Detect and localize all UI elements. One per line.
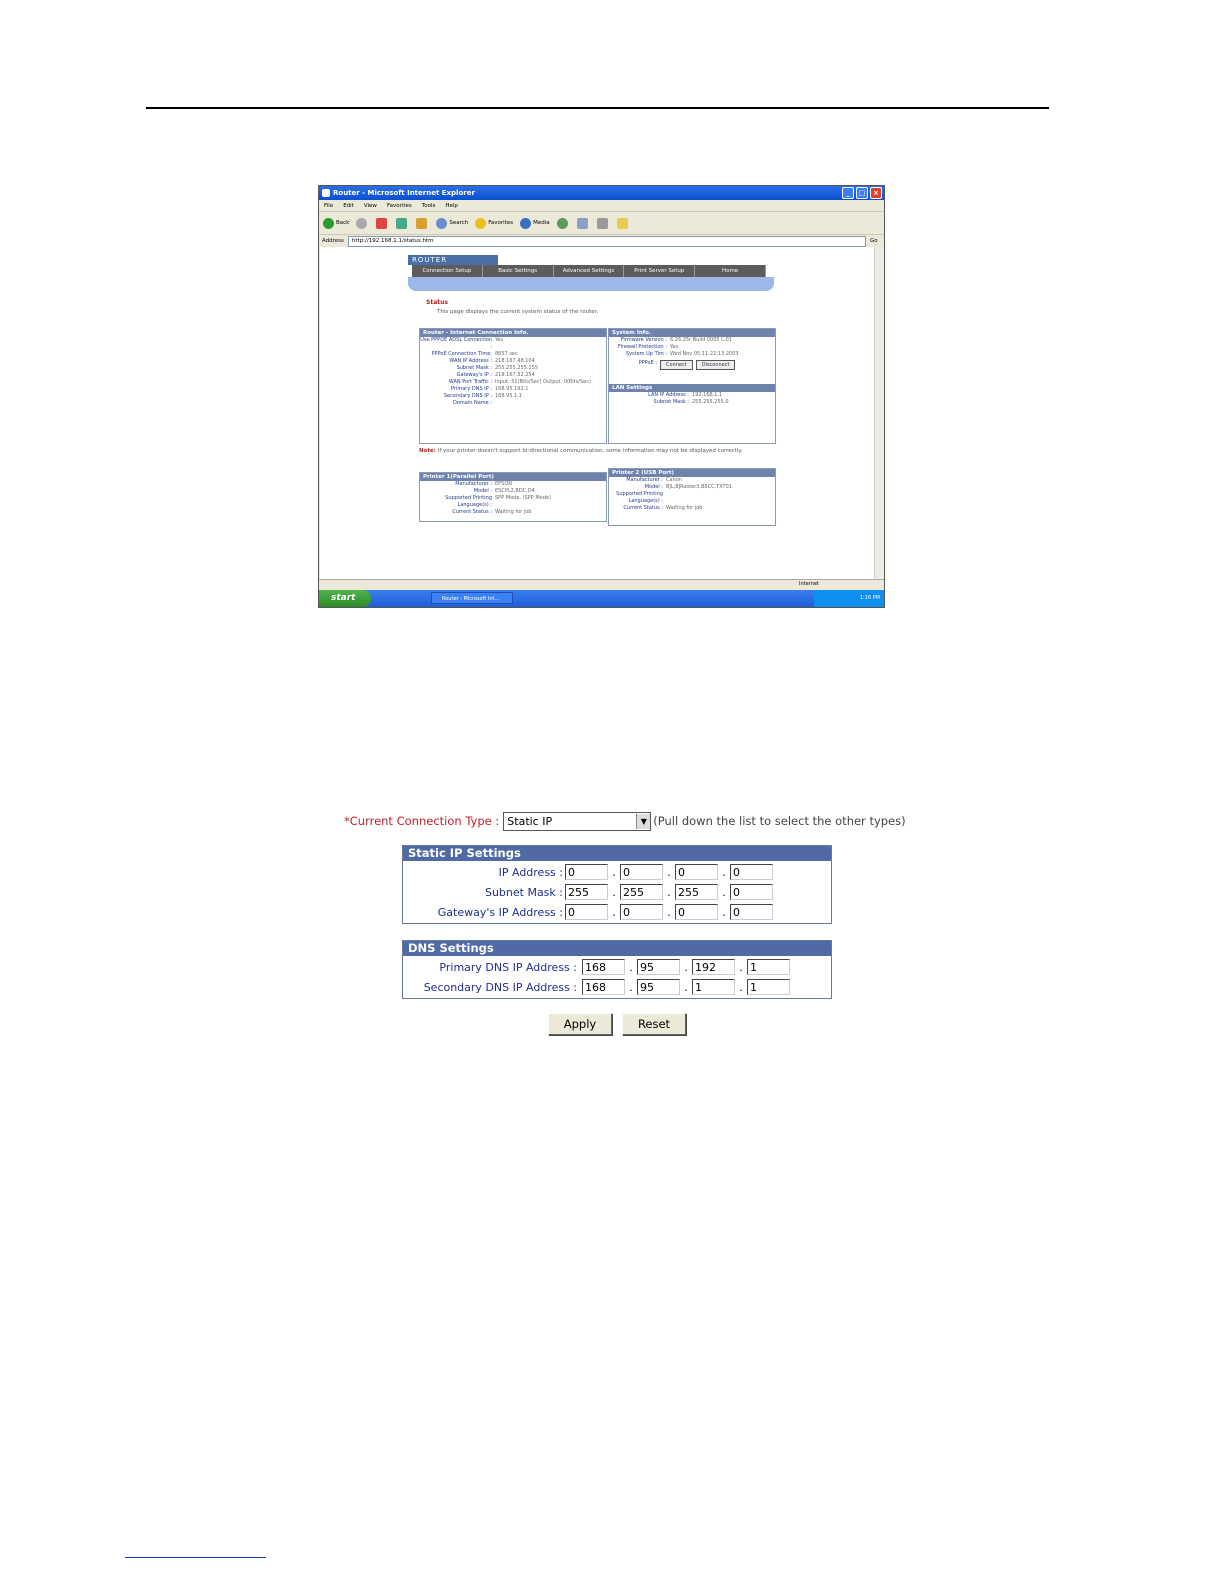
apply-button[interactable]: Apply (548, 1013, 612, 1035)
favorites-button[interactable] (475, 218, 513, 229)
connection-type-label: *Current Connection Type : (344, 814, 500, 828)
stop-button[interactable] (376, 218, 389, 229)
search-icon (436, 218, 447, 229)
secondary-dns-octet-4[interactable]: 1 (747, 979, 790, 995)
gateway-ip-octet-4[interactable]: 0 (730, 904, 773, 920)
browser-window (318, 185, 885, 608)
history-button[interactable] (557, 218, 570, 229)
panel-title: Printer 2 (USB Port) (609, 469, 775, 477)
info-value: Yes (670, 344, 679, 350)
reset-button[interactable]: Reset (622, 1013, 686, 1035)
ip-address-label: IP Address : (498, 865, 563, 879)
start-button[interactable]: start (319, 590, 371, 607)
folder-icon (617, 218, 628, 229)
back-button[interactable] (323, 218, 349, 229)
octet-separator: . (667, 865, 671, 879)
refresh-button[interactable] (396, 218, 409, 229)
media-button[interactable] (520, 218, 550, 229)
primary-dns-octet-1[interactable]: 168 (582, 959, 625, 975)
menu-edit[interactable]: Edit (343, 202, 354, 209)
secondary-dns-octet-2[interactable]: 95 (637, 979, 680, 995)
address-bar (319, 235, 884, 247)
stop-icon (376, 218, 387, 229)
info-label: Supported Printing Language(s) : (445, 495, 492, 508)
connection-type-row (344, 811, 906, 831)
printer1-panel (419, 472, 607, 522)
internet-info-panel (419, 328, 607, 444)
secondary-dns-octet-1[interactable]: 168 (582, 979, 625, 995)
menu-help[interactable]: Help (445, 202, 458, 209)
info-label: Model : (644, 484, 663, 490)
gateway-ip-octet-1[interactable]: 0 (565, 904, 608, 920)
info-label: LAN IP Address : (648, 392, 689, 398)
home-icon (416, 218, 427, 229)
info-value: 218.167.48.104 (495, 358, 535, 364)
ip-address-octet-3[interactable]: 0 (675, 864, 718, 880)
minimize-button[interactable]: _ (842, 187, 854, 199)
info-label: Manufacturer : (626, 477, 663, 483)
menu-bar (319, 200, 884, 212)
info-value: 168.95.1.1 (495, 393, 523, 399)
window-title: Router - Microsoft Internet Explorer (333, 189, 475, 197)
maximize-button[interactable]: □ (856, 187, 868, 199)
info-value: 255.255.255.0 (692, 399, 729, 405)
zone-label: Internet (799, 581, 819, 587)
info-label: Manufacturer : (455, 481, 492, 487)
status-title: Status (426, 299, 448, 306)
secondary-dns-label: Secondary DNS IP Address : (423, 980, 577, 994)
ie-icon (322, 189, 330, 197)
primary-dns-octet-2[interactable]: 95 (637, 959, 680, 975)
note-text: If your printer doesn't support bi-directional communication, some information may not be displayed correctly. (437, 448, 743, 454)
subnet-mask-octet-4[interactable]: 0 (730, 884, 773, 900)
close-button[interactable]: × (870, 187, 882, 199)
menu-file[interactable]: File (324, 202, 334, 209)
nav-tabs (412, 265, 766, 277)
ip-address-octet-2[interactable]: 0 (620, 864, 663, 880)
mail-icon (577, 218, 588, 229)
chevron-down-icon[interactable]: ▼ (636, 814, 650, 829)
subnet-mask-octet-2[interactable]: 255 (620, 884, 663, 900)
tab-home[interactable]: Home (695, 265, 766, 277)
subnet-mask-octet-3[interactable]: 255 (675, 884, 718, 900)
taskbar (319, 590, 884, 607)
history-icon (557, 218, 568, 229)
router-banner (408, 255, 768, 293)
octet-separator: . (667, 885, 671, 899)
info-value: SPP Mode, (SPP Mode) (495, 495, 551, 501)
info-value (663, 491, 666, 505)
media-label: Media (533, 220, 550, 226)
info-value: Wed Nov 05 11:22:13 2003 (670, 351, 739, 357)
info-label: Use PPPOE ADSL Connection : (420, 337, 492, 350)
octet-separator: . (739, 960, 743, 974)
connection-type-hint: (Pull down the list to select the other types) (653, 814, 906, 828)
octet-separator: . (612, 905, 616, 919)
go-button[interactable]: Go (870, 238, 878, 244)
primary-dns-octet-3[interactable]: 192 (692, 959, 735, 975)
favorites-label: Favorites (488, 220, 514, 226)
primary-dns-octet-4[interactable]: 1 (747, 959, 790, 975)
info-value: Input: 51(Bits/Sec) Output: 0(Bits/Sec) (495, 379, 591, 385)
octet-separator: . (722, 905, 726, 919)
info-label: Model : (473, 488, 492, 494)
info-value: Waiting for job (495, 509, 532, 515)
static-ip-panel (402, 845, 832, 924)
media-icon (520, 218, 531, 229)
lan-title: LAN Settings (609, 384, 775, 392)
address-label: Address (322, 238, 344, 244)
search-button[interactable] (436, 218, 468, 229)
address-input[interactable]: http://192.168.1.1/status.htm (348, 236, 866, 247)
gateway-ip-label: Gateway's IP Address : (437, 905, 563, 919)
info-label: Supported Printing Language(s) : (616, 491, 663, 504)
system-info-panel (608, 328, 776, 444)
info-value: BJL,BJRaster3,BSCC,TXT01 (666, 484, 732, 490)
octet-separator: . (722, 885, 726, 899)
octet-separator: . (684, 980, 688, 994)
status-bar (319, 579, 884, 590)
octet-separator: . (612, 865, 616, 879)
back-label: Back (336, 220, 350, 226)
info-value: EPSON (495, 481, 513, 487)
info-value: ESCPL2,BDC,D4 (495, 488, 535, 494)
tab-print-server-setup[interactable]: Print Server Setup (624, 265, 695, 277)
info-value: 192.168.1.1 (692, 392, 723, 398)
menu-view[interactable]: View (363, 202, 377, 209)
info-label: System Up Tim : (625, 351, 667, 357)
dns-settings-panel (402, 940, 832, 999)
info-label: Subnet Mask : (456, 365, 492, 371)
info-label: WAN Port Traffic : (448, 379, 492, 385)
printer2-panel (608, 468, 776, 526)
info-value: 218.167.32.254 (495, 372, 535, 378)
mail-button[interactable] (577, 218, 590, 229)
ip-address-octet-4[interactable]: 0 (730, 864, 773, 880)
print-icon (597, 218, 608, 229)
note-label: Note: (419, 448, 436, 454)
subnet-mask-octet-1[interactable]: 255 (565, 884, 608, 900)
info-label: Subnet Mask : (653, 399, 689, 405)
info-value: 255.255.255.255 (495, 365, 538, 371)
octet-separator: . (629, 960, 633, 974)
banner-curve (408, 277, 774, 291)
info-value: Waiting for job (666, 505, 703, 511)
tab-advanced-settings[interactable]: Advanced Settings (554, 265, 625, 277)
octet-separator: . (612, 885, 616, 899)
static-ip-title: Static IP Settings (403, 846, 831, 861)
refresh-icon (396, 218, 407, 229)
tab-connection-setup[interactable]: Connection Setup (412, 265, 483, 277)
octet-separator: . (684, 960, 688, 974)
top-rule (146, 107, 1049, 109)
subnet-mask-label: Subnet Mask : (484, 885, 563, 899)
taskbar-item-router[interactable]: Router - Microsoft Int... (431, 592, 513, 604)
info-value: Yes (495, 337, 504, 343)
info-value: 6.26.25r Build 0005 L:01 (670, 337, 733, 343)
panel-title: System Info. (609, 329, 775, 337)
info-label: PPPoE Connection Time: (431, 351, 492, 357)
footer-link-underline (125, 1557, 266, 1558)
panel-title: Printer 1(Parallel Port) (420, 473, 606, 481)
folder-button[interactable] (617, 218, 630, 229)
info-label: Primary DNS IP : (450, 386, 492, 392)
menu-tools[interactable]: Tools (421, 202, 436, 209)
info-label: Domain Name : (452, 400, 492, 406)
info-value: 168.95.192.1 (495, 386, 529, 392)
search-label: Search (449, 220, 469, 226)
panel-title: Router - Internet Connection Info. (420, 329, 606, 337)
disconnect-button[interactable]: Disconnect (696, 360, 736, 370)
octet-separator: . (722, 865, 726, 879)
printer-note (419, 448, 759, 454)
page-content (320, 247, 874, 579)
primary-dns-label: Primary DNS IP Address : (439, 960, 577, 974)
title-bar (319, 186, 884, 200)
octet-separator: . (739, 980, 743, 994)
octet-separator: . (629, 980, 633, 994)
menu-favorites[interactable]: Favorites (386, 202, 412, 209)
pppoe-label: PPPoE : (638, 360, 657, 366)
octet-separator: . (667, 905, 671, 919)
info-label: Firmware Version : (620, 337, 667, 343)
status-description: This page displays the current system status of the router. (437, 309, 599, 315)
router-logo: ROUTER (408, 255, 498, 265)
connect-button[interactable]: Connect (660, 360, 693, 370)
connection-type-value: Static IP (507, 814, 553, 828)
connection-type-select[interactable] (503, 812, 651, 831)
info-label: Current Status : (452, 509, 492, 515)
info-label: Current Status : (623, 505, 663, 511)
back-arrow-icon (323, 218, 334, 229)
gateway-ip-octet-2[interactable]: 0 (620, 904, 663, 920)
gateway-ip-octet-3[interactable]: 0 (675, 904, 718, 920)
toolbar (319, 212, 884, 235)
home-button[interactable] (416, 218, 429, 229)
info-label: Gateway's IP : (456, 372, 492, 378)
form-actions (548, 1013, 696, 1035)
forward-button[interactable] (356, 218, 369, 229)
print-button[interactable] (597, 218, 610, 229)
vertical-scrollbar[interactable] (874, 247, 884, 579)
info-label: Firewall Protection : (617, 344, 667, 350)
secondary-dns-octet-3[interactable]: 1 (692, 979, 735, 995)
info-value (492, 400, 495, 407)
tab-basic-settings[interactable]: Basic Settings (483, 265, 554, 277)
dns-settings-title: DNS Settings (403, 941, 831, 956)
star-icon (475, 218, 486, 229)
info-label: Secondary DNS IP : (443, 393, 492, 399)
ip-address-octet-1[interactable]: 0 (565, 864, 608, 880)
info-value: Canon (666, 477, 682, 483)
system-tray-clock: 1:16 PM (814, 590, 884, 607)
info-label: WAN IP Address : (449, 358, 492, 364)
forward-arrow-icon (356, 218, 367, 229)
info-value: 8657 sec (495, 351, 518, 357)
